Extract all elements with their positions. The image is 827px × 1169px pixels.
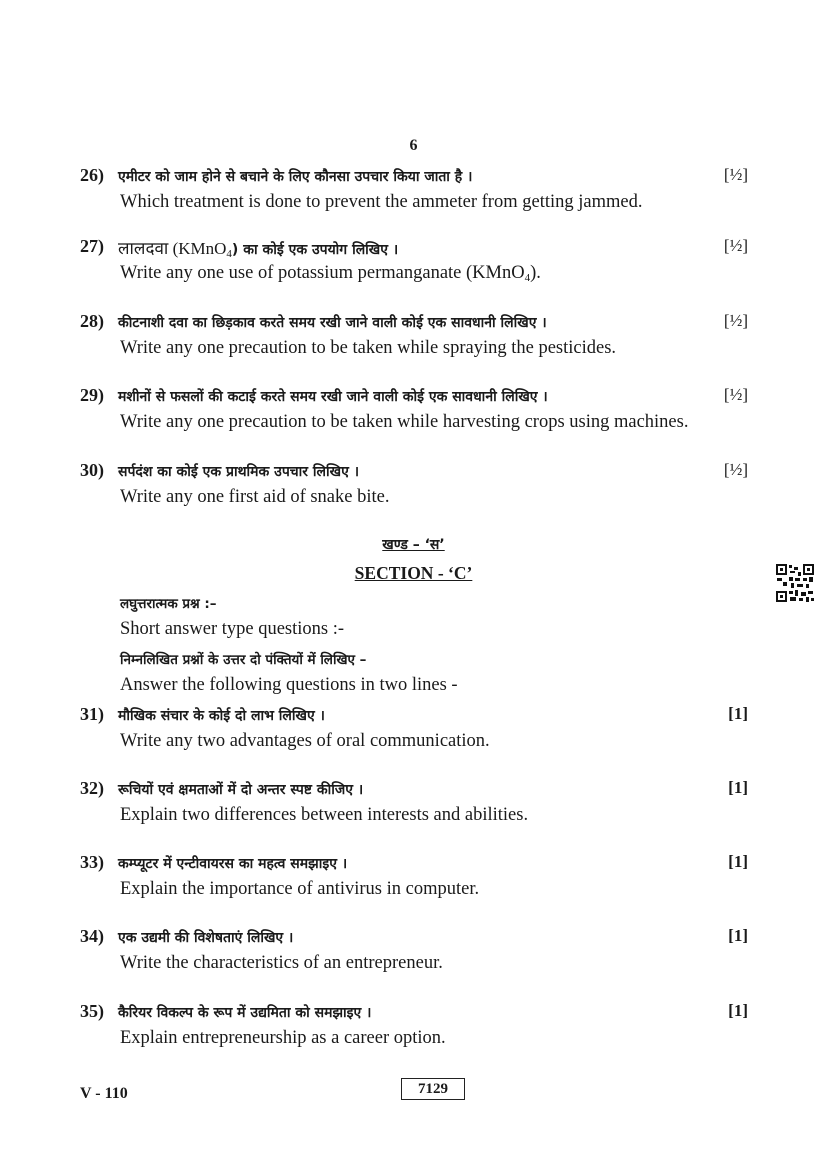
hindi-text-part: ) का कोई एक उपयोग लिखिए । <box>231 242 399 258</box>
question-text-english: Explain two differences between interests and abilities. <box>120 805 529 825</box>
question-text-hindi: मशीनों से फसलों की कटाई करते समय रखी जाने वाली कोई एक सावधानी लिखिए । <box>118 389 548 405</box>
qr-code-icon <box>775 563 815 603</box>
instruction-hindi: निम्नलिखित प्रश्नों के उत्तर दो पंक्तियों में लिखिए – <box>120 652 367 668</box>
question-text-hindi: कम्प्यूटर में एन्टीवायरस का महत्व समझाइए । <box>118 856 348 872</box>
question-text-english <box>120 263 541 284</box>
section-title-hindi <box>0 535 827 554</box>
question-marks: [½] <box>723 236 748 255</box>
question-text-hindi <box>118 236 398 260</box>
question-number: 30) <box>80 460 104 480</box>
question-text-hindi: मौखिक संचार के कोई दो लाभ लिखिए । <box>118 708 325 724</box>
question-number: 26) <box>80 165 104 185</box>
english-text-part: ). <box>530 263 541 283</box>
section-title-english-text: SECTION - ‘C’ <box>354 563 473 583</box>
question-marks: [1] <box>728 852 748 871</box>
question-text-english: Which treatment is done to prevent the ammeter from getting jammed. <box>120 192 643 212</box>
question-marks: [½] <box>723 385 748 404</box>
question-marks: [1] <box>728 778 748 797</box>
question-text-english: Write any one precaution to be taken while harvesting crops using machines. <box>120 412 689 432</box>
instruction-english: Answer the following questions in two lines - <box>120 675 458 695</box>
question-number: 31) <box>80 704 104 724</box>
question-text-hindi: कैरियर विकल्प के रूप में उद्यमिता को समझाइए । <box>118 1005 372 1021</box>
question-text-english: Explain entrepreneurship as a career option. <box>120 1028 446 1048</box>
question-text-english: Write any two advantages of oral communication. <box>120 731 490 751</box>
paper-number-box: 7129 <box>401 1078 465 1100</box>
english-text-part: Write any one use of potassium permanganate (KMnO <box>120 263 525 283</box>
question-type-english: Short answer type questions :- <box>120 619 345 639</box>
question-text-hindi: एमीटर को जाम होने से बचाने के लिए कौनसा उपचार किया जाता है । <box>118 169 473 185</box>
paper-code: V - 110 <box>80 1085 128 1102</box>
question-text-english: Write any one precaution to be taken while spraying the pesticides. <box>120 338 617 358</box>
question-marks: [½] <box>723 460 748 479</box>
question-text-hindi: कीटनाशी दवा का छिड़काव करते समय रखी जाने वाली कोई एक सावधानी लिखिए । <box>118 315 547 331</box>
question-text-hindi: सर्पदंश का कोई एक प्राथमिक उपचार लिखिए । <box>118 464 360 480</box>
subscript: 4 <box>524 272 531 284</box>
question-marks: [½] <box>723 311 748 330</box>
question-marks: [1] <box>728 704 748 723</box>
page-number: 6 <box>409 137 418 154</box>
section-title-hindi-text: खण्ड – ‘स’ <box>382 537 445 553</box>
question-number: 34) <box>80 926 104 946</box>
question-text-hindi: रूचियों एवं क्षमताओं में दो अन्तर स्पष्ट कीजिए । <box>118 782 364 798</box>
question-number: 28) <box>80 311 104 331</box>
question-text-english: Write the characteristics of an entrepreneur. <box>120 953 443 973</box>
question-marks: [1] <box>728 926 748 945</box>
question-text-hindi: एक उद्यमी की विशेषताएं लिखिए । <box>118 930 294 946</box>
question-text-english: Write any one first aid of snake bite. <box>120 487 390 507</box>
question-number: 33) <box>80 852 104 872</box>
question-marks: [½] <box>723 165 748 184</box>
hindi-text-part: लालदवा (KMnO <box>118 239 227 258</box>
question-marks: [1] <box>728 1001 748 1020</box>
question-number: 35) <box>80 1001 104 1021</box>
section-title-english <box>0 563 827 584</box>
subscript: 4 <box>226 248 232 260</box>
question-type-hindi: लघुत्तरात्मक प्रश्न :– <box>120 596 217 612</box>
question-text-english: Explain the importance of antivirus in computer. <box>120 879 480 899</box>
question-number: 29) <box>80 385 104 405</box>
question-number: 32) <box>80 778 104 798</box>
question-number: 27) <box>80 236 104 256</box>
